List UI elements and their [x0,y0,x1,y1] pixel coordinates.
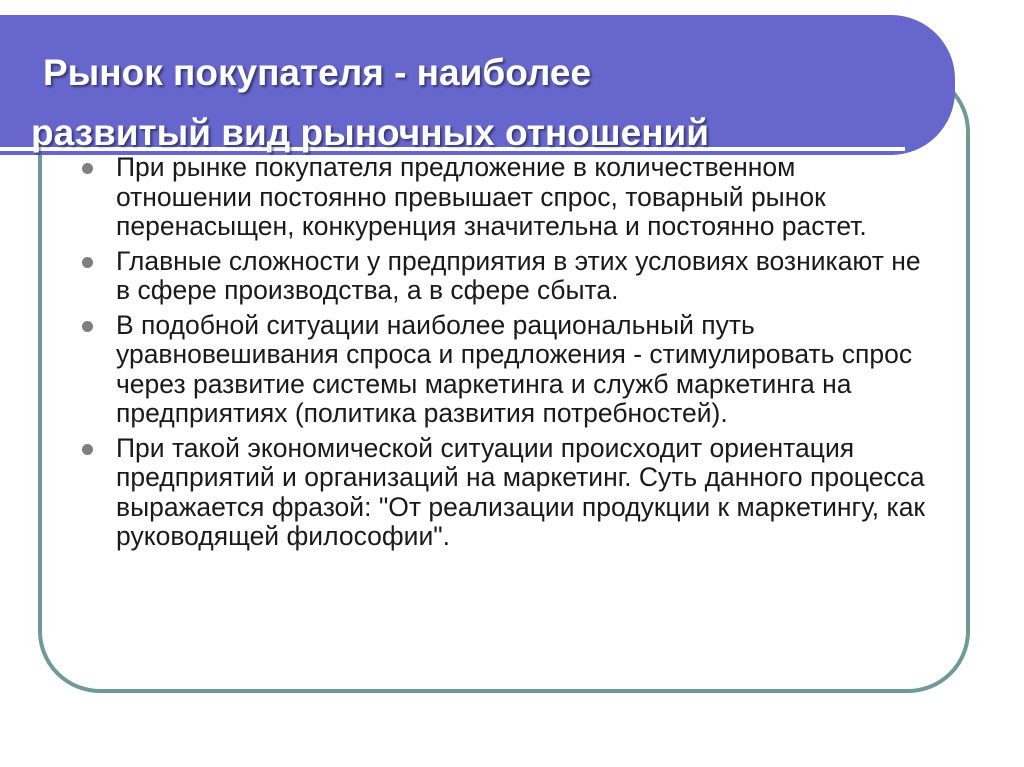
bullet-dot-icon [82,444,93,455]
slide-title [31,43,709,163]
bullet-dot-icon [82,257,93,268]
slide-title-line-2: развитый вид рыночных отношений [31,112,710,153]
slide-title-line-1: Рынок покупателя - наиболее [43,52,592,93]
bullet-item-2 [78,247,928,306]
bullet-text-2: Главные сложности у предприятия в этих условиях возникают не в сфере производства, а в сфере сбыта. [116,245,921,305]
bullet-list [78,153,928,557]
bullet-text-1: При рынке покупателя предложение в количественном отношении постоянно превышает спрос, товарный рынок перенасыщен, конкуренция значительна и постоянно растет. [116,152,867,241]
bullet-dot-icon [82,163,93,174]
bullet-text-4: При такой экономической ситуации происходит ориентация предприятий и организаций на маркетинг. Суть данного процесса выражается фразой: "От реализации продукции к маркетингу, как руководящей философии". [116,432,926,551]
bullet-text-3: В подобной ситуации наиболее рациональный путь уравновешивания спроса и предложения - стимулировать спрос через развитие системы маркетинга и служб маркетинга на предприятиях (политика развития потребностей). [116,309,913,428]
bullet-dot-icon [82,321,93,332]
title-band [0,15,955,155]
bullet-item-1 [78,153,928,242]
bullet-item-3 [78,311,928,429]
bullet-item-4 [78,434,928,552]
